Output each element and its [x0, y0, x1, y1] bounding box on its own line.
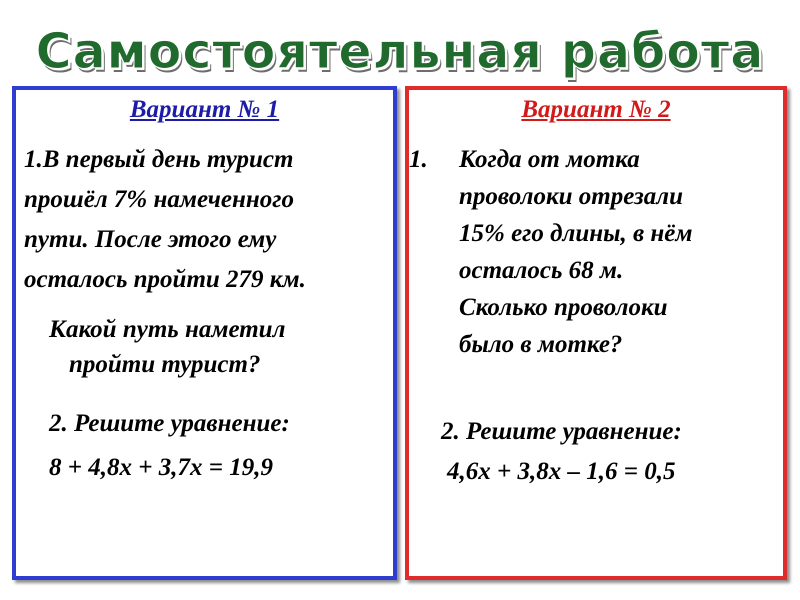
variant-2-task1-line: осталось 68 м.: [459, 257, 624, 284]
variant-2-task1-line: Когда от мотка: [459, 146, 640, 173]
variant-1-task1-line: Какой путь наметил: [49, 316, 286, 343]
variant-2-task1-line: проволоки отрезали: [459, 183, 683, 210]
variant-1-task1-line: пути. После этого ему: [24, 226, 277, 253]
variant-2-task2-equation: 4,6x + 3,8x – 1,6 = 0,5: [447, 458, 676, 485]
variant-1-task1-line: осталось пройти 279 км.: [24, 266, 306, 293]
variant-2-task1-line: 15% его длины, в нём: [459, 220, 693, 247]
variant-1-task1-line: прошёл 7% намеченного: [24, 186, 294, 213]
variant-1-task2-label: 2. Решите уравнение:: [49, 410, 290, 437]
variant-1-heading: Вариант № 1: [129, 96, 280, 123]
variant-1-task1-line: 1.В первый день турист: [24, 146, 294, 173]
slide-title: Самостоятельная работа: [35, 23, 765, 80]
variant-1-task1-line: пройти турист?: [69, 351, 261, 378]
variant-2-task2-label: 2. Решите уравнение:: [441, 418, 682, 445]
variant-2-task1-line: было в мотке?: [459, 331, 623, 358]
variant-1-panel: [12, 86, 397, 580]
variant-2-panel: [405, 86, 787, 580]
variant-2-task1-line: Сколько проволоки: [459, 294, 668, 321]
variant-2-heading: Вариант № 2: [521, 96, 671, 123]
variant-1-task2-equation: 8 + 4,8x + 3,7x = 19,9: [49, 454, 273, 481]
variant-2-task1-number: 1.: [409, 146, 428, 173]
